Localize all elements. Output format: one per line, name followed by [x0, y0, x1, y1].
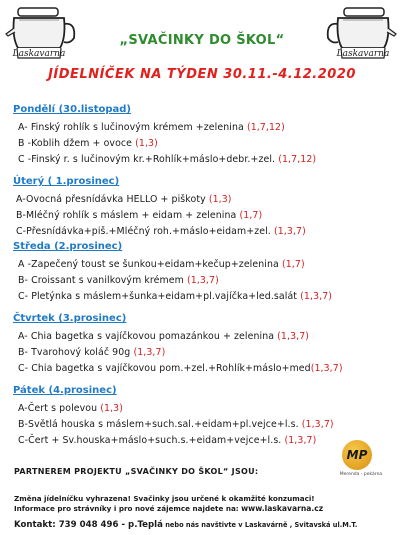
partner-heading: PARTNEREM PROJEKTU „SVAČINKY DO ŠKOL“ JSOU: [14, 467, 259, 476]
day-section-tuesday [13, 175, 399, 240]
menu-item-text: B- Croissant s vanilkovým krémem [18, 275, 184, 286]
menu-item-text: B-Světlá houska s máslem+such.sal.+eidam+pl.vejce+l.s. [18, 419, 299, 430]
svg-text:Laskavarna: Laskavarna [336, 49, 390, 59]
contact-text [14, 518, 400, 532]
day-heading: Pondělí (30.listopad) [13, 104, 131, 115]
mp-logo-caption: Merenda - pekárna [339, 472, 383, 477]
allergen-codes: (1,3,7) [310, 363, 343, 374]
allergen-codes: (1,7) [239, 210, 263, 221]
svg-text:Laskavarna: Laskavarna [12, 49, 66, 59]
contact-address: nebo nás navštivte v Laskavárně , Svitavská ul.M.T. [162, 521, 358, 529]
allergen-codes: (1,3,7) [284, 435, 317, 446]
allergen-codes: (1,3) [208, 194, 232, 205]
menu-item-text: C-Čert + Sv.houska+máslo+such.s.+eidam+vejce+l.s. [18, 435, 282, 446]
page-title: „SVAČINKY DO ŠKOL“ [119, 33, 285, 48]
menu-item [13, 361, 399, 377]
menu-item [13, 329, 399, 345]
menu-week-heading: JÍDELNÍČEK NA TÝDEN 30.11.-4.12.2020 [48, 67, 356, 82]
footer [14, 494, 400, 532]
allergen-codes: (1,7,12) [246, 122, 285, 133]
menu-item [13, 345, 399, 361]
contact-phone: Kontakt: 739 048 496 - p.Teplá [14, 520, 163, 530]
allergen-codes: (1,3) [135, 138, 158, 149]
allergen-codes: (1,7) [281, 259, 305, 270]
day-heading: Čtvrtek (3.prosinec) [13, 313, 127, 324]
allergen-codes: (1,3,7) [300, 291, 333, 302]
menu-item [13, 136, 399, 152]
day-heading: Středa (2.prosinec) [13, 241, 123, 252]
day-section-thursday [13, 312, 399, 377]
day-heading: Pátek (4.prosinec) [13, 385, 117, 396]
menu-item-text: A- Finský rohlík s lučinovým krémem +zelenina [18, 122, 244, 133]
menu-item-text: A-Ovocná přesnídávka HELLO + piškoty [16, 194, 206, 205]
day-section-monday [13, 103, 399, 168]
allergen-codes: (1,3,7) [301, 419, 334, 430]
menu-item-text: A -Zapečený toust se šunkou+eidam+kečup+zelenina [18, 259, 279, 270]
website-link[interactable]: www.laskavarna.cz [241, 504, 324, 513]
menu-item [13, 401, 399, 417]
menu-item-text: B- Tvarohový koláč 90g [18, 347, 131, 358]
menu-item [13, 192, 399, 208]
menu-item [13, 224, 399, 240]
allergen-codes: (1,3,7) [277, 331, 310, 342]
menu-item-text: B-Mléčný rohlík s máslem + eidam + zelenina [16, 210, 237, 221]
menu-item-text: B -Koblih džem + ovoce [18, 138, 133, 149]
menu-item [13, 120, 399, 136]
disclaimer-text: Změna jídelníčku vyhrazena! Svačinky jsou určené k okamžité konzumaci! [14, 494, 315, 503]
info-prefix: Informace pro strávníky i pro nové zájemce najdete na: [14, 504, 242, 513]
menu-item [13, 289, 399, 305]
menu-item-text: C -Finský r. s lučinovým kr.+Rohlík+máslo+debr.+zel. [18, 154, 276, 165]
allergen-codes: (1,7,12) [278, 154, 317, 165]
merenda-logo [336, 440, 386, 484]
allergen-codes: (1,3) [100, 403, 123, 414]
day-section-wednesday [13, 240, 399, 305]
menu-item-text: A-Čert s polevou [18, 403, 98, 414]
menu-item-text: A- Chia bagetka s vajíčkovou pomazánkou + zelenina [18, 331, 275, 342]
menu-item [13, 273, 399, 289]
info-text [14, 504, 400, 514]
menu-item [13, 257, 399, 273]
allergen-codes: (1,3,7) [273, 226, 306, 237]
menu-item-text: C- Chia bagetka s vajíčkovou pom.+zel.+Rohlík+máslo+med [18, 363, 311, 374]
menu-item-text: C- Pletýnka s máslem+šunka+eidam+pl.vajíčka+led.salát [18, 291, 298, 302]
mp-logo-badge: MP [342, 440, 372, 470]
day-heading: Úterý ( 1.prosinec) [13, 176, 120, 187]
allergen-codes: (1,3,7) [133, 347, 166, 358]
allergen-codes: (1,3,7) [186, 275, 219, 286]
menu-item [13, 152, 399, 168]
menu-item [13, 208, 399, 224]
weekly-menu [13, 103, 399, 449]
menu-item [13, 417, 399, 433]
menu-item-text: C-Přesnídávka+piš.+Mléčný roh.+máslo+eidam+zel. [16, 226, 271, 237]
